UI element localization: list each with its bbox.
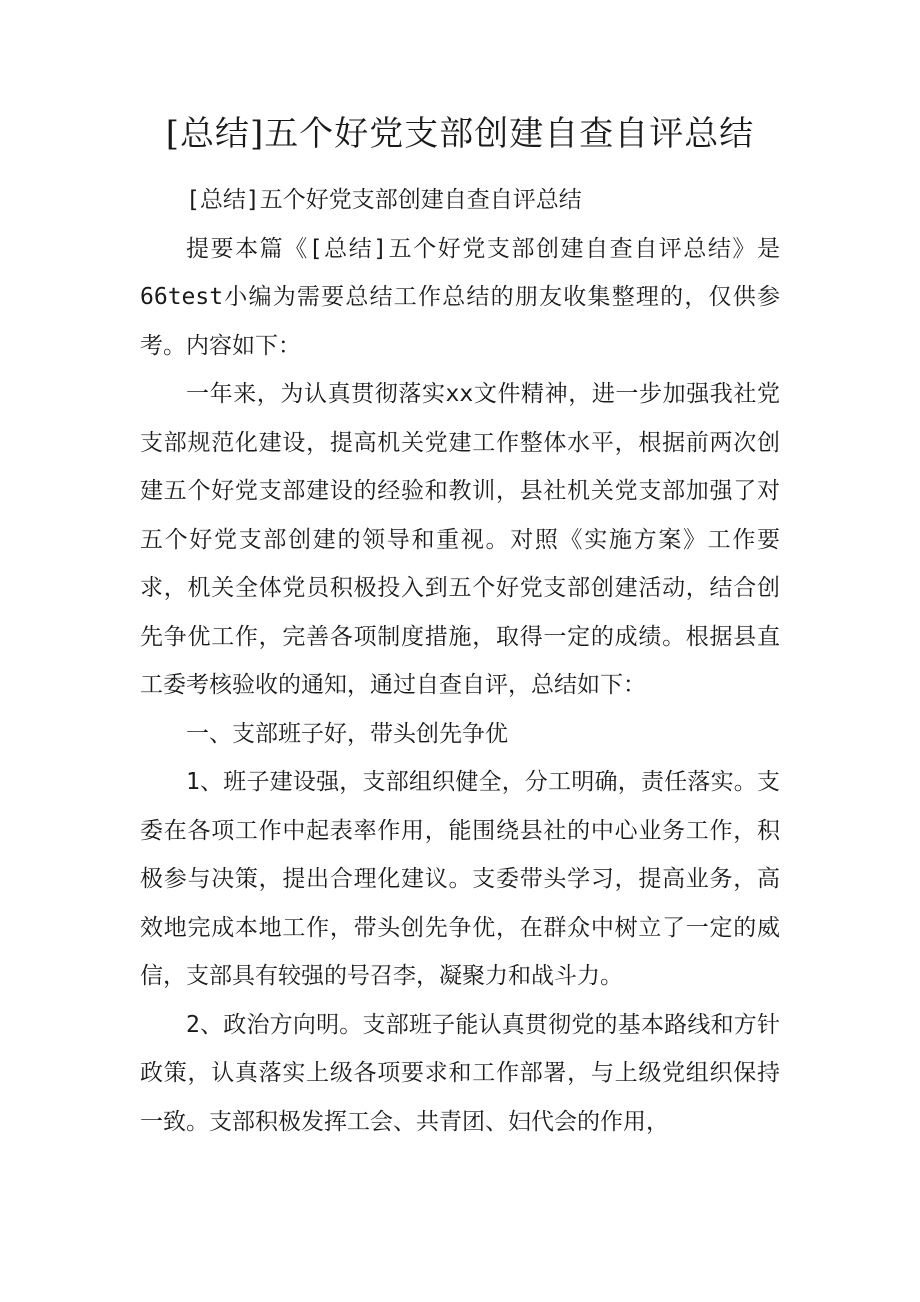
paragraph-summary: 提要本篇《[总结]五个好党支部创建自查自评总结》是66test小编为需要总结工作总结的朋友收集整理的，仅供参考。内容如下： bbox=[140, 235, 780, 359]
document-body bbox=[140, 176, 780, 1146]
section-heading-1: 一、支部班子好，带头创先争优 bbox=[186, 720, 508, 747]
paragraph-intro: 一年来，为认真贯彻落实xx文件精神，进一步加强我社党支部规范化建设，提高机关党建工作整体水平，根据前两次创建五个好党支部建设的经验和教训，县社机关党支部加强了对五个好党支部创建的领导和重视。对照《实施方案》工作要求，机关全体党员积极投入到五个好党支部创建活动，结合创先争优工作，完善各项制度措施，取得一定的成绩。根据县直工委考核验收的通知，通过自查自评，总结如下： bbox=[140, 381, 780, 698]
paragraph-subtitle: [总结]五个好党支部创建自查自评总结 bbox=[186, 187, 582, 213]
paragraph-item-1: 1、班子建设强，支部组织健全，分工明确，责任落实。支委在各项工作中起表率作用，能围绕县社的中心业务工作，积极参与决策，提出合理化建议。支委带头学习，提高业务，高效地完成本地工作，带头创先争优，在群众中树立了一定的威信，支部具有较强的号召李，凝聚力和战斗力。 bbox=[140, 769, 780, 989]
paragraph-item-2: 2、政治方向明。支部班子能认真贯彻党的基本路线和方针政策，认真落实上级各项要求和工作部署，与上级党组织保持一致。支部积极发挥工会、共青团、妇代会的作用， bbox=[140, 1011, 780, 1135]
document-title: [总结]五个好党支部创建自查自评总结 bbox=[165, 114, 755, 154]
